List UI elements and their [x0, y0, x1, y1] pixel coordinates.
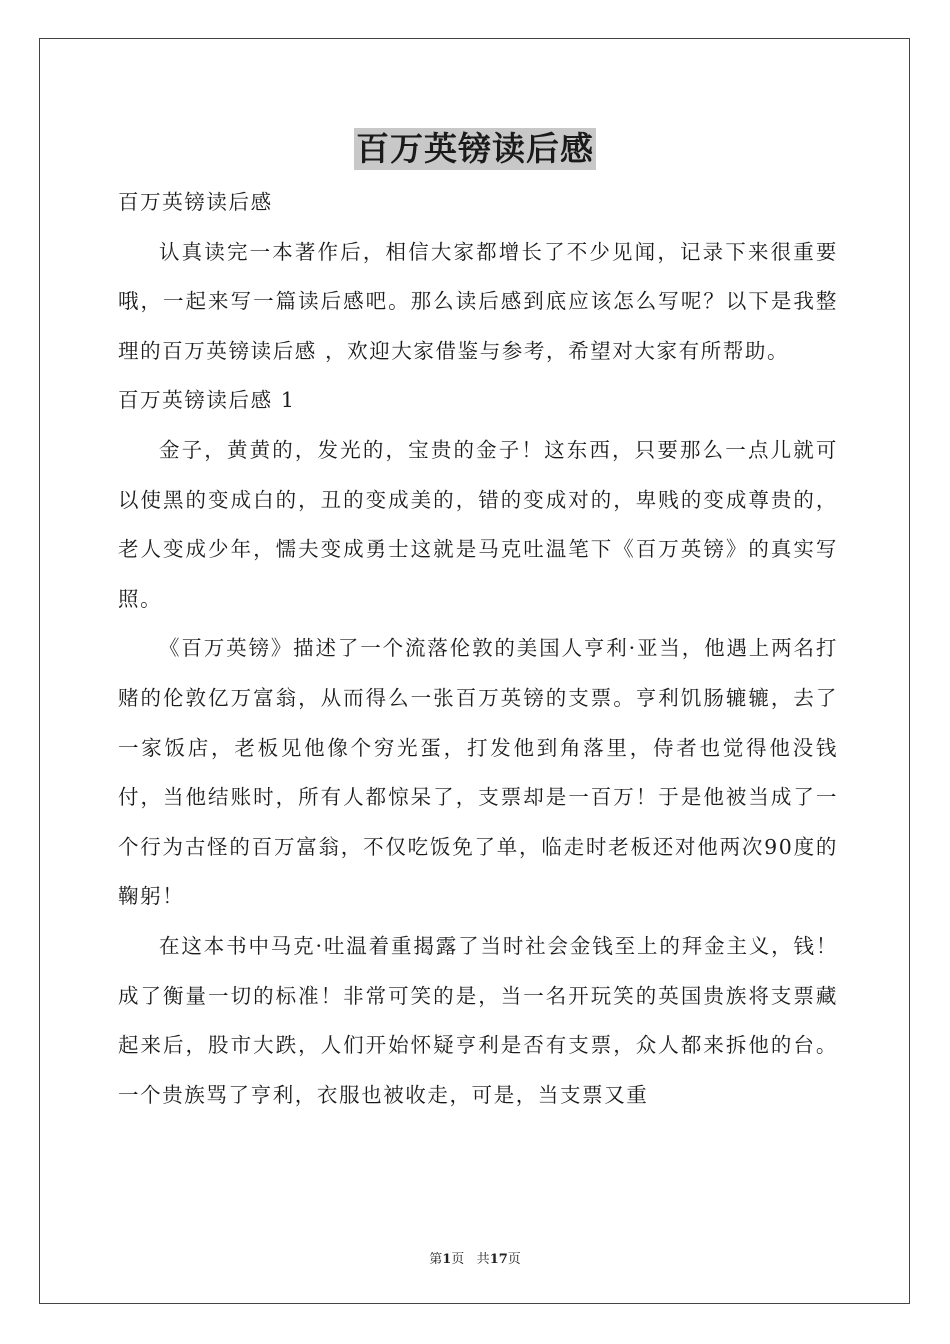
footer-total-prefix: 共: [476, 1252, 490, 1267]
document-subtitle: 百万英镑读后感: [118, 190, 273, 214]
section-heading: 百万英镑读后感 1: [118, 388, 296, 413]
body-paragraph-3: 在这本书中马克·吐温着重揭露了当时社会金钱至上的拜金主义，钱！成了衡量一切的标准！非常可笑的是，当一名开玩笑的英国贵族将支票藏起来后，股市大跌，人们开始怀疑亨利是否有支票，众人都来拆他的台。一个贵族骂了亨利，衣服也被收走，可是，当支票又重: [118, 933, 838, 1107]
footer-total-suffix: 页: [507, 1252, 521, 1267]
document-body: [118, 178, 838, 1120]
footer-page-number: 1: [442, 1252, 452, 1267]
document-title-wrapper: [0, 128, 950, 170]
intro-paragraph: 认真读完一本著作后，相信大家都增长了不少见闻，记录下来很重要哦，一起来写一篇读后感吧。那么读后感到底应该怎么写呢？以下是我整理的百万英镑读后感 ，欢迎大家借鉴与参考，希望对大家有所帮助。: [118, 239, 838, 363]
body-paragraph-1: 金子，黄黄的，发光的，宝贵的金子！这东西，只要那么一点儿就可以使黑的变成白的，丑的变成美的，错的变成对的，卑贱的变成尊贵的，老人变成少年，懦夫变成勇士这就是马克吐温笔下《百万英镑》的真实写照。: [118, 437, 838, 611]
footer-page-suffix: 页: [451, 1252, 465, 1267]
document-title: 百万英镑读后感: [356, 129, 594, 168]
footer-total-pages: 17: [489, 1252, 508, 1267]
page-footer: [0, 1248, 950, 1267]
footer-page-prefix: 第: [429, 1252, 443, 1267]
body-paragraph-2: 《百万英镑》描述了一个流落伦敦的美国人亨利·亚当，他遇上两名打赌的伦敦亿万富翁，从而得么一张百万英镑的支票。亨利饥肠辘辘，去了一家饭店，老板见他像个穷光蛋，打发他到角落里，侍者也觉得他没钱付，当他结账时，所有人都惊呆了，支票却是一百万！于是他被当成了一个行为古怪的百万富翁，不仅吃饭免了单，临走时老板还对他两次90度的鞠躬！: [118, 636, 838, 909]
